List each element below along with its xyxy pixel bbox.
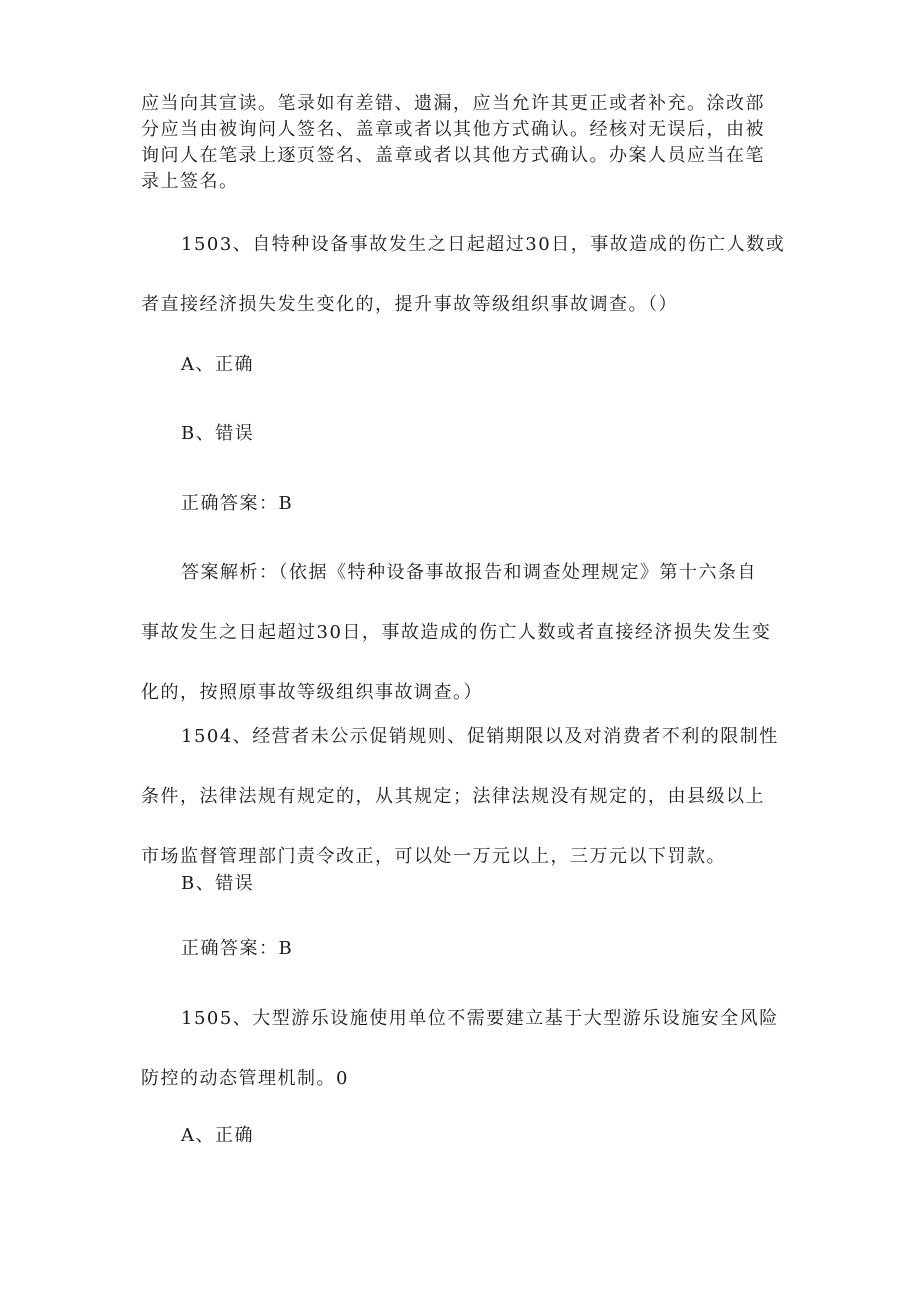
question-text-line: 1503、自特种设备事故发生之日起超过30日，事故造成的伤亡人数或 — [181, 234, 786, 255]
option-b: B、错误 — [181, 423, 255, 444]
question-text-line: 防控的动态管理机制。0 — [141, 1068, 349, 1089]
option-a: A、正确 — [181, 1125, 254, 1146]
option-b: B、错误 — [181, 873, 255, 894]
analysis-line: 答案解析：（依据《特种设备事故报告和调查处理规定》第十六条自 — [181, 562, 757, 583]
question-text-line: 1504、经营者未公示促销规则、促销期限以及对消费者不利的限制性 — [181, 726, 779, 747]
intro-line: 分应当由被询问人签名、盖章或者以其他方式确认。经核对无误后，由被 — [141, 119, 765, 140]
correct-answer: 正确答案：B — [181, 938, 294, 959]
question-1505 — [141, 989, 785, 1109]
intro-paragraph — [141, 91, 785, 195]
intro-line: 询问人在笔录上逐页签名、盖章或者以其他方式确认。办案人员应当在笔 — [141, 145, 765, 166]
question-text-line: 条件，法律法规有规定的，从其规定；法律法规没有规定的，由县级以上 — [141, 786, 765, 807]
question-text-line: 市场监督管理部门责令改正，可以处一万元以上，三万元以下罚款。 — [141, 846, 726, 867]
intro-line: 录上签名。 — [141, 171, 239, 192]
question-1503 — [141, 215, 785, 335]
intro-line: 应当向其宣读。笔录如有差错、遗漏，应当允许其更正或者补充。涂改部 — [141, 93, 765, 114]
correct-answer: 正确答案：B — [181, 493, 294, 514]
question-text-line: 者直接经济损失发生变化的，提升事故等级组织事故调查。（） — [141, 294, 678, 315]
answer-analysis — [141, 543, 785, 723]
question-text-line: 1505、大型游乐设施使用单位不需要建立基于大型游乐设施安全风险 — [181, 1008, 779, 1029]
analysis-line: 化的，按照原事故等级组织事故调查。） — [141, 682, 483, 703]
option-a: A、正确 — [181, 354, 254, 375]
analysis-line: 事故发生之日起超过30日，事故造成的伤亡人数或者直接经济损失发生变 — [141, 622, 772, 643]
